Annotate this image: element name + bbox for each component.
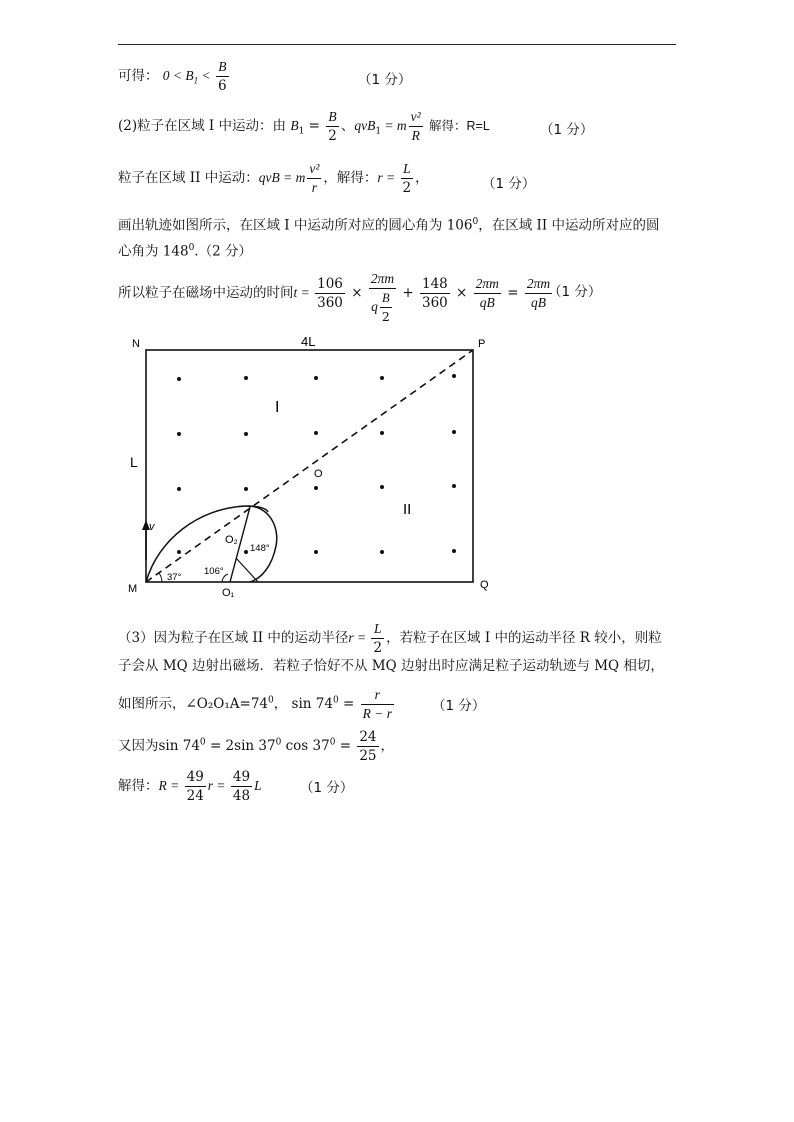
part2-line1	[118, 108, 490, 145]
fraction-numerator: 2πm	[369, 270, 396, 289]
part2-line1-score: （1 分）	[540, 122, 594, 138]
para-line1-rest: ，在区域 II 中运动所对应的圆	[478, 217, 660, 234]
part1-sub: 1	[193, 75, 199, 86]
r-symbol: r =	[348, 630, 370, 645]
label-l: L	[130, 454, 138, 470]
diagonal-dashed-line	[146, 350, 473, 582]
part3-line4-prefix: 又因为	[118, 738, 159, 754]
angle-arc-37	[159, 573, 162, 582]
degree-sup: 0	[275, 737, 282, 748]
part1-prefix: 可得：	[118, 68, 159, 84]
label-region-1: I	[275, 399, 280, 416]
angle-statement: 如图所示，∠O₂O₁A=74	[118, 696, 269, 712]
r-symbol: r =	[377, 170, 399, 185]
fraction-denominator: 2	[381, 309, 390, 324]
fraction-numerator: B	[380, 289, 392, 308]
fraction-numerator: v²	[409, 108, 423, 127]
cos37-expr: cos 37	[281, 738, 330, 754]
part2-line1-prefix: (2)粒子在区域 I 中运动：由	[118, 118, 287, 134]
part3-line2: 子会从 MQ 边射出磁场．若粒子恰好不从 MQ 边射出时应满足粒子运动轨迹与 MQ 相切，	[118, 658, 664, 674]
v2-over-r-fraction	[307, 160, 321, 197]
equals-sign: =	[304, 118, 325, 134]
degree-sup: 0	[329, 737, 336, 748]
label-m: M	[128, 583, 138, 595]
qvb-sub: 1	[375, 126, 382, 137]
part3-line1	[118, 620, 662, 657]
equals-sign: =	[502, 285, 523, 301]
part1-score: （1 分）	[358, 72, 412, 88]
plus-sign: +	[398, 285, 418, 301]
fraction-denominator: 360	[421, 295, 448, 311]
part1-lt: <	[198, 68, 215, 83]
fraction-numerator: 148	[421, 276, 448, 292]
part1-fraction	[216, 58, 229, 95]
comma: ，	[380, 738, 395, 754]
fraction-denominator: 2	[328, 128, 337, 144]
label-4l: 4L	[301, 334, 316, 349]
magnetic-field-diagram	[118, 330, 518, 605]
para-line1-text: 画出轨迹如图所示，在区域 I 中运动所对应的圆心角为 106	[118, 217, 473, 234]
frac-106-360	[315, 275, 345, 312]
part3-line5-prefix: 解得：	[118, 778, 159, 794]
b-over-2-fraction	[380, 289, 392, 326]
degree-sup: 0	[472, 217, 479, 227]
part3-line5	[118, 768, 262, 805]
v2-over-r-fraction	[409, 108, 423, 145]
field-dots	[177, 374, 456, 554]
fraction-numerator: 106	[317, 276, 343, 292]
b1-symbol: B	[290, 118, 299, 133]
para-line1	[118, 212, 659, 236]
fraction-numerator: r	[361, 686, 394, 705]
t-symbol: t =	[293, 285, 314, 300]
fraction-denominator: 25	[359, 748, 377, 764]
para-line2-rest: .（2 分）	[194, 243, 252, 260]
sin-expr: sin 74	[291, 696, 333, 712]
frac-2pim-qb2	[369, 270, 396, 326]
para-line2-text: 心角为 148	[118, 243, 189, 260]
fraction-numerator: B	[216, 58, 229, 77]
fraction-denominator: 6	[218, 78, 227, 94]
label-q: Q	[480, 579, 489, 591]
equals-sign: =	[338, 696, 359, 712]
frac-49-24	[185, 768, 206, 805]
frac-2pim-qb	[474, 275, 501, 312]
time-prefix: 所以粒子在磁场中运动的时间	[118, 285, 294, 301]
qvb-symbol: qvB	[354, 118, 376, 133]
label-o: O	[314, 468, 323, 480]
part2-line2-prefix: 粒子在区域 II 中运动：	[118, 170, 259, 186]
part3-line4	[118, 728, 394, 765]
big-r-symbol: R =	[158, 778, 183, 793]
fraction-denominator: R − r	[362, 706, 392, 721]
fraction-denominator	[369, 289, 396, 326]
fraction-denominator: 2	[373, 640, 383, 656]
part2-line2-score: （1 分）	[482, 176, 536, 192]
frac-148-360	[420, 275, 450, 312]
sin74-expr: sin 74	[158, 738, 200, 754]
part1-line	[118, 58, 231, 95]
separator: 、	[340, 118, 355, 134]
frac-49-48	[231, 768, 252, 805]
frac-24-25	[357, 728, 378, 765]
times-sign: ×	[346, 285, 367, 301]
comma: ，	[273, 696, 288, 712]
b1-sub: 1	[298, 126, 305, 137]
r-over-r-minus-r-fraction	[361, 686, 394, 723]
l-over-2-fraction	[371, 620, 384, 657]
part3-line3	[118, 686, 396, 723]
part2-line2	[118, 160, 429, 197]
fraction-numerator: 2πm	[474, 275, 501, 294]
radius-o2-q	[236, 558, 258, 582]
fraction-numerator: 49	[186, 769, 204, 785]
part1-expr: 0 < B	[162, 68, 194, 83]
fraction-denominator: 48	[232, 788, 251, 804]
part2-line2-mid: ，解得：	[323, 170, 378, 186]
fraction-numerator: B	[326, 108, 339, 127]
part2-line1-result: 解得：R=L	[429, 119, 490, 133]
fraction-denominator: qB	[530, 295, 546, 310]
para-line2	[118, 238, 252, 262]
degree-sup: 0	[332, 695, 339, 706]
l-over-2-fraction	[401, 160, 414, 197]
fraction-numerator: v²	[307, 160, 321, 179]
label-p: P	[478, 338, 486, 350]
r-symbol: r =	[207, 778, 229, 793]
part3-line3-score: （1 分）	[432, 698, 486, 714]
q-symbol: q	[371, 299, 378, 314]
fraction-numerator: 24	[359, 729, 377, 745]
part3-line1-rest: ，若粒子在区域 I 中的运动半径 R 较小，则粒	[386, 630, 662, 646]
label-o2: O₂	[225, 534, 238, 546]
time-equation	[118, 270, 554, 326]
label-n: N	[132, 338, 140, 350]
fraction-numerator: L	[371, 620, 384, 639]
sin37-expr: = 2sin 37	[205, 738, 276, 754]
time-score: （1 分）	[548, 284, 602, 300]
degree-sup: 0	[268, 695, 274, 706]
label-o1: O₁	[222, 587, 235, 599]
equals-m: = m	[381, 118, 407, 133]
label-angle-106: 106°	[204, 566, 224, 577]
fraction-numerator: 2πm	[525, 275, 552, 294]
fraction-denominator: 360	[317, 295, 343, 311]
fraction-denominator: r	[311, 180, 318, 195]
fraction-numerator: 49	[232, 769, 251, 785]
label-angle-148: 148°	[250, 543, 270, 554]
b-over-2-fraction	[326, 108, 339, 145]
part3-line5-score: （1 分）	[300, 780, 354, 796]
fraction-denominator: R	[411, 128, 420, 143]
degree-sup: 0	[199, 737, 206, 748]
qvb-expr: qvB = m	[258, 170, 306, 185]
fraction-numerator: L	[401, 160, 414, 179]
fraction-denominator: 2	[402, 180, 412, 196]
times-sign: ×	[451, 285, 472, 301]
l-symbol: L	[254, 778, 262, 793]
part3-line1-prefix: （3）因为粒子在区域 II 中的运动半径	[118, 630, 349, 646]
comma: ，	[415, 170, 429, 186]
degree-sup: 0	[188, 243, 195, 253]
fraction-denominator: qB	[479, 295, 495, 310]
header-rule	[118, 44, 676, 45]
equals-sign: =	[335, 738, 356, 754]
fraction-denominator: 24	[186, 788, 204, 804]
label-v: v	[149, 521, 155, 533]
label-region-2: II	[403, 501, 412, 518]
label-angle-37: 37°	[167, 572, 182, 583]
